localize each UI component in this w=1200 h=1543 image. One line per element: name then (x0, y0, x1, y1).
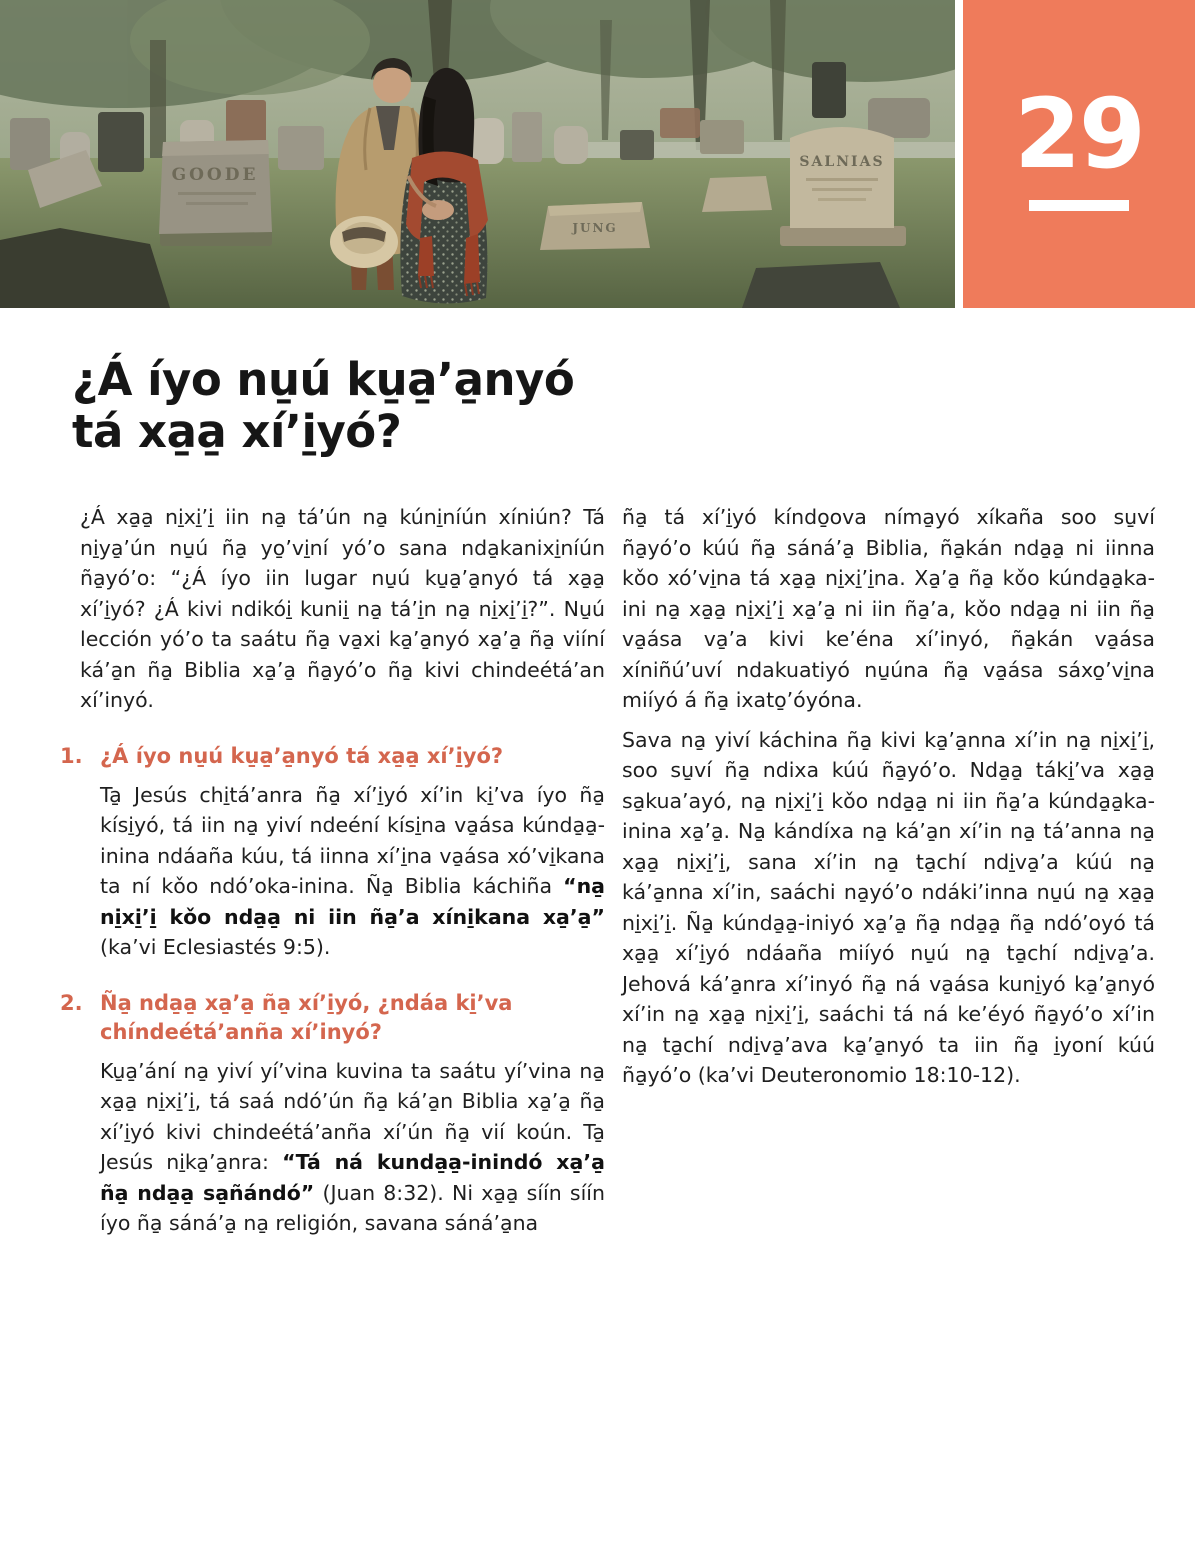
gravestone-jung-label: JUNG (572, 221, 618, 235)
lesson-body (60, 502, 1155, 1239)
question-2-heading (60, 989, 605, 1047)
hero-section (0, 0, 1200, 308)
question-2-number: 2. (60, 990, 83, 1015)
lesson-number: 29 (1014, 78, 1144, 190)
question-1-title: ¿Á íyo nu̱ú ku̱a̱’a̱nyó tá xa̱a̱ xí’i̱yó? (100, 743, 504, 768)
gravestone-goode-label: GOODE (171, 165, 259, 185)
badge-underline (1029, 200, 1129, 211)
right-column (622, 502, 1155, 1239)
page-title (72, 354, 1155, 458)
question-2-title: Ña̱ nda̱a̱ xa̱’a̱ ña̱ xí’i̱yó, ¿ndáa ki̱’va chíndeétá’anña xí’inyó? (100, 990, 513, 1044)
question-2 (60, 989, 605, 1239)
cemetery-photo (0, 0, 955, 308)
page-title-line1: ¿Á íyo nu̱ú ku̱a̱’a̱nyó (72, 353, 575, 406)
page-title-line2: tá xa̱a̱ xí’i̱yó? (72, 405, 402, 459)
question-1-heading (60, 742, 605, 771)
gravestone-salnias-label: SALNIAS (799, 154, 885, 170)
question-1-number: 1. (60, 743, 83, 768)
hero-gap (955, 0, 963, 308)
continuation-paragraph: ña̱ tá xí’i̱yó kíndo̱ova níma̱yó xíkaña soo su̱ví ña̱yó’o kúú ña̱ sáná’a̱ Biblia, ña̱kán nda̱a̱ ni iinna kǒo xó’vi̱na tá xa̱a̱ ni̱xi̱’i̱na. Xa̱’a̱ ña̱ kǒo kúnda̱a̱ka-ini na̱ xa̱a̱ ni̱xi̱’i̱ xa̱’a̱ ni iin ña̱’a, kǒo nda̱a̱ ni iin ña̱ va̱ása va̱’a kivi ke’éna xí’inyó, ña̱kán va̱ása xíniñú’uví ndakuatiyó nu̱úna ña̱ va̱ása sáxo̱’vi̱na miíyó á ña̱ ixato̱’óyóna. (622, 505, 1155, 713)
question-1-paragraph: Ta̱ Jesús chi̱tá’anra ña̱ xí’i̱yó xí’in ki̱’va íyo ña̱ kísi̱yó, tá iin na̱ yiví ndeéní kísi̱na va̱ása kúnda̱a̱-inina ndáaña kúu, tá iinna xí’i̱na va̱ása xó’vi̱kana ta ní kǒo ndó’oka-inina. Ña̱ Biblia káchiña “na̱ ni̱xi̱’i̱ kǒo nda̱a̱ ni iin ña̱’a xíni̱kana xa̱’a̱” (ka’vi Eclesiastés 9:5). (100, 782, 605, 960)
gravestone-jung (540, 202, 650, 250)
column-gap (605, 502, 622, 1239)
left-column (60, 502, 605, 1239)
second-paragraph: Sava na̱ yiví káchina ña̱ kivi ka̱’a̱nna xí’in na̱ ni̱xi̱’i̱, soo su̱ví ña̱ ndixa kúú ña̱yó’o. Nda̱a̱ táki̱’va xa̱a̱ sa̱kua’ayó, na̱ ni̱xi̱’i̱ kǒo nda̱a̱ ni iin ña̱’a kúnda̱a̱ka-inina xa̱’a̱. Na̱ kándíxa na̱ ká’a̱n xí’in na̱ tá’anna na̱ xa̱a̱ ni̱xi̱’i̱, sana xí’in na̱ ta̱chí ndi̱va̱’a kúú na̱ ká’a̱nna xí’in, saáchi na̱yó’o ndáki’inna nu̱ú na̱ xa̱a̱ ni̱xi̱’i̱. Ña̱ kúnda̱a̱-iniyó xa̱’a̱ ña̱ nda̱a̱ ña̱ ndó’oyó tá xa̱a̱ xí’i̱yó ndáaña miíyó nu̱ú na̱ ta̱chí ndi̱va̱’a. Jehová ká’a̱nra xí’inyó ña̱ ná va̱ása kuni̱yó ka̱’a̱nyó xí’in na̱ xa̱a̱ ni̱xi̱’i̱, saáchi tá ná ke’éyó ña̱yó’o xí’in na̱ ta̱chí ndi̱va̱’ava ka̱’a̱nyó ta iin ña̱ i̱yoní kúú ña̱yó’o (ka’vi Deuteronomio 18:10-12). (622, 727, 1155, 1088)
gravestone-goode (159, 140, 272, 246)
cemetery-scene (0, 0, 955, 308)
hat-icon (330, 216, 398, 268)
lesson-number-badge (963, 0, 1195, 308)
intro-paragraph: ¿Á xa̱a̱ ni̱xi̱’i̱ iin na̱ tá’ún na̱ kúni̱níún xíniún? Tá ni̱ya̱’ún nu̱ú ña̱ yo̱’vi̱ní yó’o sana nda̱kanixi̱níún ña̱yó’o: “¿Á íyo iin lugar nu̱ú ku̱a̱’a̱nyó tá xa̱a̱ xí’i̱yó? ¿Á kivi ndikói̱ kunii̱ na̱ tá’i̱n na̱ ni̱xi̱’i̱?”. Nu̱ú lección yó’o ta saátu ña̱ va̱xi ka̱’a̱nyó xa̱’a̱ ña̱ viíní ká’a̱n ña̱ Biblia xa̱’a̱ ña̱yó’o ña̱ kivi chindeétá’an xí’inyó. (80, 505, 605, 713)
gravestone-salnias (780, 127, 906, 246)
question-2-paragraph: Ku̱a̱’ání na̱ yiví yí’vina kuvina ta saátu yí’vina na̱ xa̱a̱ ni̱xi̱’i̱, tá saá ndó’ún ña̱ ká’a̱n Biblia xa̱’a̱ ña̱ xí’i̱yó kivi chindeétá’anña xí’ún ña̱ vií koún. Ta̱ Jesús ni̱ka̱’a̱nra: “Tá ná kunda̱a̱-inindó xa̱’a̱ ña̱ nda̱a̱ sa̱ñándó” (Juan 8:32). Ni xa̱a̱ síín síín íyo ña̱ sáná’a̱ na̱ religión, savana sáná’a̱na (100, 1058, 605, 1236)
question-1 (60, 742, 605, 963)
gravestone-riggs (702, 176, 772, 212)
